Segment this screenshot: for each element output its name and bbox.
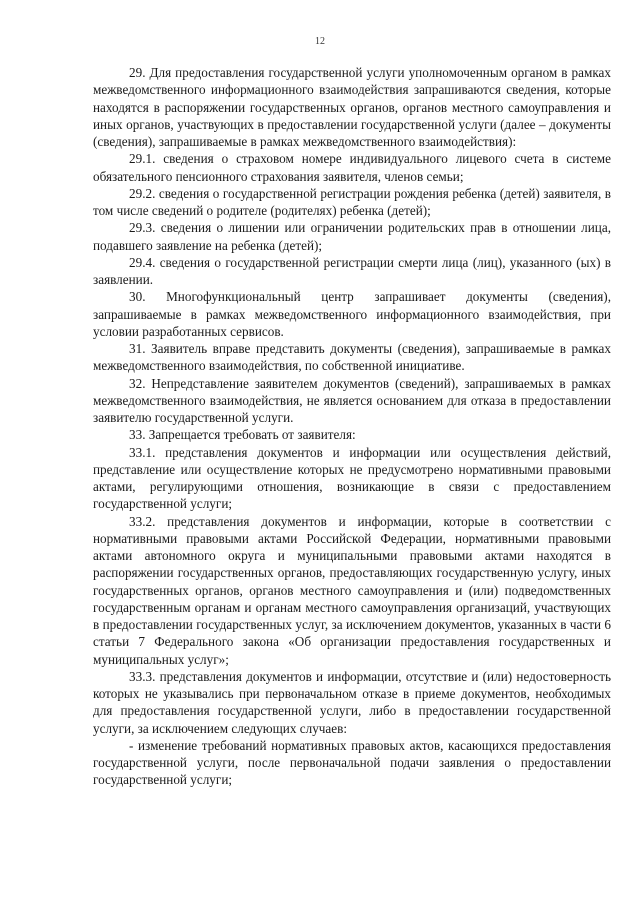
paragraph-33-2: 33.2. представления документов и информации, которые в соответствии с нормативными правовыми актами Российской Федерации, нормативными правовыми актами автономного округа и муниципальными правовыми актами находятся в распоряжении государственных органов, предоставляющих государственную услугу, иных государственных органов, органов местного самоуправления и (или) подведомственных государственным органам и органам местного самоуправления организаций, участвующих в предоставлении государственных услуг, за исключением документов, указанных в части 6 статьи 7 Федерального закона «Об организации предоставления государственных и муниципальных услуг»; [93,513,611,667]
paragraph-29-2: 29.2. сведения о государственной регистрации рождения ребенка (детей) заявителя, в том числе сведений о родителе (родителях) ребенка (детей); [93,185,611,218]
paragraph-29-4: 29.4. сведения о государственной регистрации смерти лица (лиц), указанного (ых) в заявлении. [93,254,611,287]
paragraph-32: 32. Непредставление заявителем документов (сведений), запрашиваемых в рамках межведомственного взаимодействия, не является основанием для отказа в предоставлении заявителю государственной услуги. [93,375,611,425]
paragraph-31: 31. Заявитель вправе представить документы (сведения), запрашиваемые в рамках межведомственного взаимодействия, по собственной инициативе. [93,341,611,374]
list-item-dash: - изменение требований нормативных правовых актов, касающихся предоставления государственной услуги, после первоначальной подачи заявления о предоставлении государственной услуги; [93,737,611,788]
paragraph-29: 29. Для предоставления государственной услуги уполномоченным органом в рамках межведомственного информационного взаимодействия запрашиваются сведения, которые находятся в распоряжении государственных органов, органов местного самоуправления и иных органов, участвующих в предоставлении государственной услуги (далее – документы (сведения), запрашиваемые в рамках межведомственного взаимодействия): [93,65,611,149]
paragraph-29-1: 29.1. сведения о страховом номере индивидуального лицевого счета в системе обязательного пенсионного страхования заявителя, членов семьи; [93,151,611,184]
paragraph-30: 30. Многофункциональный центр запрашивает документы (сведения), запрашиваемые в рамках межведомственного информационного взаимодействия, при условии разработанных сервисов. [93,289,611,339]
page-number: 12 [315,36,325,47]
paragraph-33-1: 33.1. представления документов и информации или осуществления действий, представление или осуществление которых не предусмотрено нормативными правовыми актами, регулирующими отношения, возникающие в связи с предоставлением государственной услуги; [93,444,611,512]
paragraph-33-3: 33.3. представления документов и информации, отсутствие и (или) недостоверность которых не указывались при первоначальном отказе в приеме документов, необходимых для предоставления государственной услуги, либо в предоставлении государственной услуги, за исключением следующих случаев: [93,668,611,736]
document-body [93,64,611,789]
paragraph-29-3: 29.3. сведения о лишении или ограничении родительских прав в отношении лица, подавшего заявление на ребенка (детей); [93,220,611,253]
paragraph-33: 33. Запрещается требовать от заявителя: [129,427,356,443]
